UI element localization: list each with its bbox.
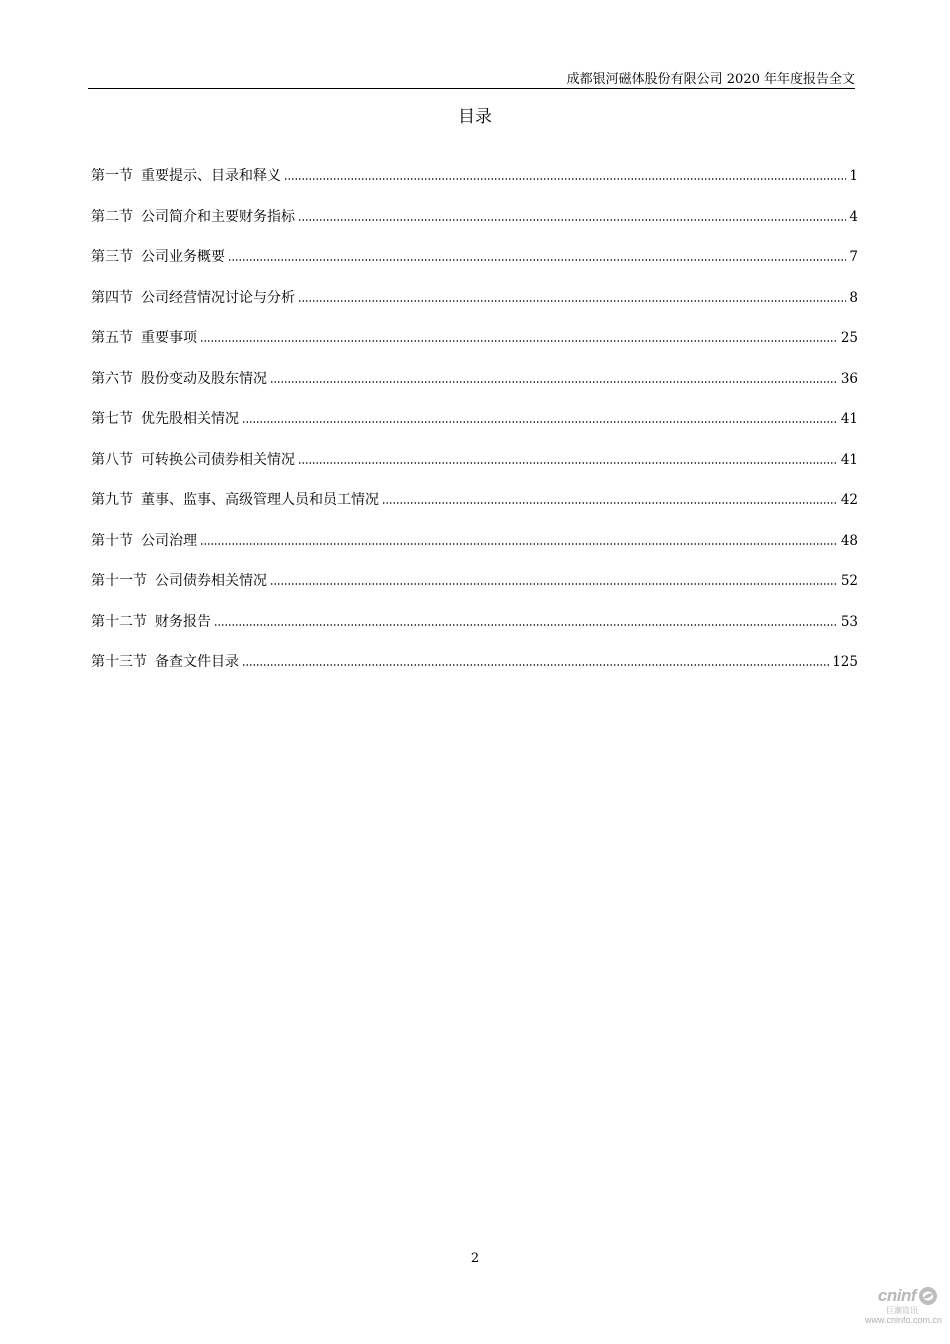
toc-section-label: 第九节 xyxy=(91,492,133,508)
table-of-contents xyxy=(91,166,858,693)
toc-leader-dots xyxy=(298,207,846,222)
toc-page-number: 4 xyxy=(849,208,858,225)
cninfo-logo-icon xyxy=(918,1286,938,1306)
toc-section-name: 公司治理 xyxy=(141,532,197,549)
toc-entry-4[interactable] xyxy=(91,288,858,329)
toc-entry-7[interactable] xyxy=(91,409,858,450)
toc-section-label: 第八节 xyxy=(91,451,133,468)
toc-section-name: 公司简介和主要财务指标 xyxy=(141,208,295,225)
toc-entry-9[interactable] xyxy=(91,490,858,531)
toc-section-label: 第四节 xyxy=(91,289,133,306)
toc-entry-5[interactable] xyxy=(91,328,858,369)
toc-page-number: 52 xyxy=(840,573,858,589)
toc-section-name: 董事、监事、高级管理人员和员工情况 xyxy=(141,492,379,508)
watermark-brand: cninf xyxy=(877,1286,916,1305)
watermark-url: www.cninfo.com.cn xyxy=(864,1315,942,1325)
toc-entry-11[interactable] xyxy=(91,571,858,612)
toc-leader-dots xyxy=(214,612,838,627)
toc-section-label: 第二节 xyxy=(91,208,133,225)
toc-section-name: 重要提示、目录和释义 xyxy=(141,168,281,184)
toc-leader-dots xyxy=(242,652,829,667)
toc-section-label: 第十一节 xyxy=(91,573,147,589)
toc-section-label: 第十节 xyxy=(91,532,133,549)
toc-section-name: 股份变动及股东情况 xyxy=(141,370,267,387)
toc-section-name: 重要事项 xyxy=(141,330,197,346)
toc-page-number: 36 xyxy=(840,370,858,387)
toc-leader-dots xyxy=(382,490,838,505)
toc-leader-dots xyxy=(200,328,838,343)
toc-entry-6[interactable] xyxy=(91,369,858,410)
toc-page-number: 1 xyxy=(849,168,858,184)
toc-entry-12[interactable] xyxy=(91,612,858,653)
toc-entry-13[interactable] xyxy=(91,652,858,693)
toc-leader-dots xyxy=(298,288,846,303)
toc-page-number: 41 xyxy=(840,411,858,427)
toc-section-name: 可转换公司债券相关情况 xyxy=(141,451,295,468)
toc-section-label: 第三节 xyxy=(91,249,133,265)
toc-page-number: 125 xyxy=(832,654,858,670)
toc-page-number: 41 xyxy=(840,451,858,468)
toc-leader-dots xyxy=(270,571,838,586)
toc-section-label: 第七节 xyxy=(91,411,133,427)
toc-page-number: 8 xyxy=(849,289,858,306)
toc-section-label: 第六节 xyxy=(91,370,133,387)
toc-section-name: 公司业务概要 xyxy=(141,249,225,265)
toc-leader-dots xyxy=(228,247,846,262)
running-title: 成都银河磁体股份有限公司 2020 年年度报告全文 xyxy=(566,72,855,87)
toc-section-name: 财务报告 xyxy=(155,613,211,630)
toc-section-name: 公司经营情况讨论与分析 xyxy=(141,289,295,306)
toc-title: 目录 xyxy=(458,107,492,127)
toc-section-label: 第十三节 xyxy=(91,654,147,670)
toc-section-name: 优先股相关情况 xyxy=(141,411,239,427)
toc-leader-dots xyxy=(270,369,838,384)
toc-entry-1[interactable] xyxy=(91,166,858,207)
watermark-subtitle: 巨潮资讯 xyxy=(886,1306,918,1315)
toc-leader-dots xyxy=(284,166,846,181)
toc-section-name: 公司债券相关情况 xyxy=(155,573,267,589)
toc-page-number: 48 xyxy=(840,532,858,549)
toc-entry-3[interactable] xyxy=(91,247,858,288)
toc-section-label: 第五节 xyxy=(91,330,133,346)
toc-leader-dots xyxy=(242,409,838,424)
toc-leader-dots xyxy=(200,531,838,546)
page-header xyxy=(88,66,855,89)
toc-entry-8[interactable] xyxy=(91,450,858,491)
toc-page-number: 53 xyxy=(840,613,858,630)
toc-section-label: 第一节 xyxy=(91,168,133,184)
toc-entry-2[interactable] xyxy=(91,207,858,248)
toc-section-label: 第十二节 xyxy=(91,613,147,630)
cninfo-watermark xyxy=(847,1282,942,1334)
toc-section-name: 备查文件目录 xyxy=(155,654,239,670)
toc-page-number: 42 xyxy=(840,492,858,508)
toc-leader-dots xyxy=(298,450,838,465)
toc-page-number: 25 xyxy=(840,330,858,346)
toc-entry-10[interactable] xyxy=(91,531,858,572)
toc-page-number: 7 xyxy=(849,249,858,265)
page-number: 2 xyxy=(470,1251,480,1266)
